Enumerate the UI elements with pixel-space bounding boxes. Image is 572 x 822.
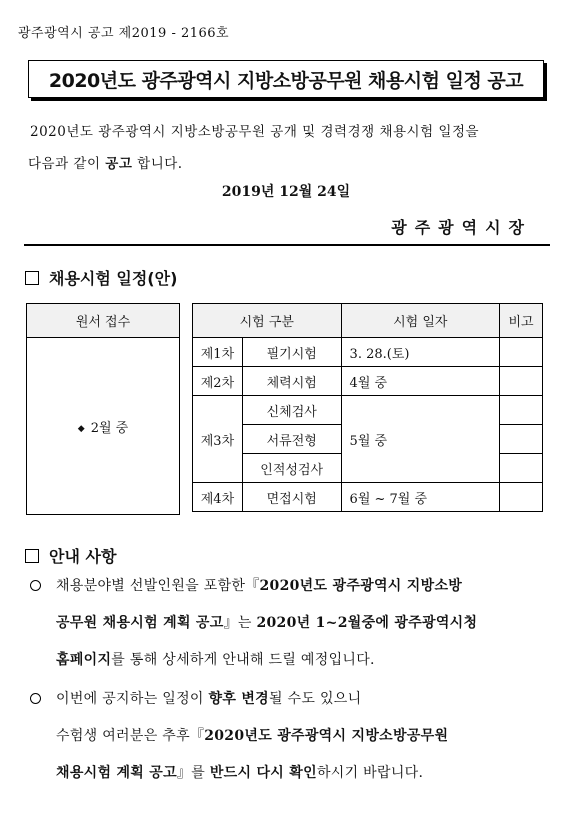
stage-cell: 제2차 — [193, 367, 243, 396]
intro-paragraph — [28, 116, 548, 180]
square-bullet-icon — [25, 271, 39, 285]
table-row — [193, 367, 543, 396]
remarks-cell — [500, 367, 543, 396]
guide-note-2 — [30, 681, 556, 792]
table-row — [193, 483, 543, 512]
exam-cell: 서류전형 — [242, 425, 341, 454]
note-text: 채용분야별 선발인원을 포함한『 — [56, 578, 260, 594]
section-title: 채용시험 일정(안) — [49, 269, 178, 288]
note-text: 』를 — [176, 765, 210, 781]
date-cell: 3. 28.(토) — [341, 338, 500, 367]
table-row — [193, 338, 543, 367]
remarks-cell — [500, 338, 543, 367]
intro-text: 다음과 같이 — [28, 156, 106, 172]
header-remarks: 비고 — [500, 304, 543, 338]
intro-line-1: 2020년도 광주광역시 지방소방공무원 공개 및 경력경쟁 채용시험 일정을 — [30, 124, 480, 140]
date-cell: 5월 중 — [341, 396, 500, 483]
remarks-cell — [500, 483, 543, 512]
header-exam-type: 시험 구분 — [193, 304, 342, 338]
note-text: 』는 — [223, 615, 257, 631]
note-emphasis: 반드시 다시 확인 — [209, 765, 317, 781]
guide-note-1 — [30, 568, 556, 679]
title-box — [28, 60, 544, 98]
remarks-cell — [500, 425, 543, 454]
note-text: 될 수도 있으니 — [268, 691, 362, 707]
section-heading-guide — [25, 544, 116, 567]
note-emphasis: 향후 변경 — [208, 691, 269, 707]
note-emphasis: 홈페이지 — [56, 652, 112, 668]
divider — [24, 244, 550, 246]
exam-cell: 면접시험 — [242, 483, 341, 512]
note-emphasis: 채용시험 계획 공고 — [56, 765, 177, 781]
issuer-name: 광주광역시장 — [391, 218, 532, 237]
notice-date: 2019년 12월 24일 — [221, 184, 351, 200]
circle-bullet-icon — [30, 580, 41, 591]
exam-cell: 필기시험 — [242, 338, 341, 367]
note-text: 하시기 바랍니다. — [316, 765, 424, 781]
stage-cell: 제3차 — [193, 396, 243, 483]
table-row — [193, 396, 543, 425]
exam-cell: 인적성검사 — [242, 454, 341, 483]
stage-cell: 제1차 — [193, 338, 243, 367]
remarks-cell — [500, 454, 543, 483]
stage-cell: 제4차 — [193, 483, 243, 512]
intro-text-end: 합니다. — [132, 156, 183, 172]
note-text: 이번에 공지하는 일정이 — [56, 691, 209, 707]
exam-cell: 신체검사 — [242, 396, 341, 425]
note-emphasis: 2020년도 광주광역시 지방소방 — [259, 578, 463, 594]
notice-number: 광주광역시 공고 제2019 - 2166호 — [18, 26, 230, 41]
section-title: 안내 사항 — [49, 547, 117, 566]
remarks-cell — [500, 396, 543, 425]
intro-line-2 — [28, 148, 548, 180]
application-header: 원서 접수 — [27, 304, 180, 338]
diamond-bullet-icon: ◆ — [77, 423, 85, 434]
page-title: 2020년도 광주광역시 지방소방공무원 채용시험 일정 공고 — [48, 69, 524, 92]
note-text: 수험생 여러분은 추후『 — [56, 728, 205, 744]
header-exam-date: 시험 일자 — [341, 304, 500, 338]
note-emphasis: 2020년 1~2월중에 광주광역시청 — [256, 615, 478, 631]
date-cell: 4월 중 — [341, 367, 500, 396]
application-value: 2월 중 — [90, 420, 129, 436]
intro-emphasis: 공고 — [105, 156, 133, 172]
note-text: 를 통해 상세하게 안내해 드릴 예정입니다. — [111, 652, 375, 668]
note-emphasis: 공무원 채용시험 계획 공고 — [56, 615, 224, 631]
section-heading-schedule — [25, 266, 177, 289]
exam-cell: 체력시험 — [242, 367, 341, 396]
note-emphasis: 2020년도 광주광역시 지방소방공무원 — [204, 728, 449, 744]
application-value-cell — [27, 338, 180, 515]
schedule-table — [192, 303, 543, 512]
circle-bullet-icon — [30, 693, 41, 704]
application-table — [26, 303, 180, 515]
date-cell: 6월 ~ 7월 중 — [341, 483, 500, 512]
square-bullet-icon — [25, 549, 39, 563]
